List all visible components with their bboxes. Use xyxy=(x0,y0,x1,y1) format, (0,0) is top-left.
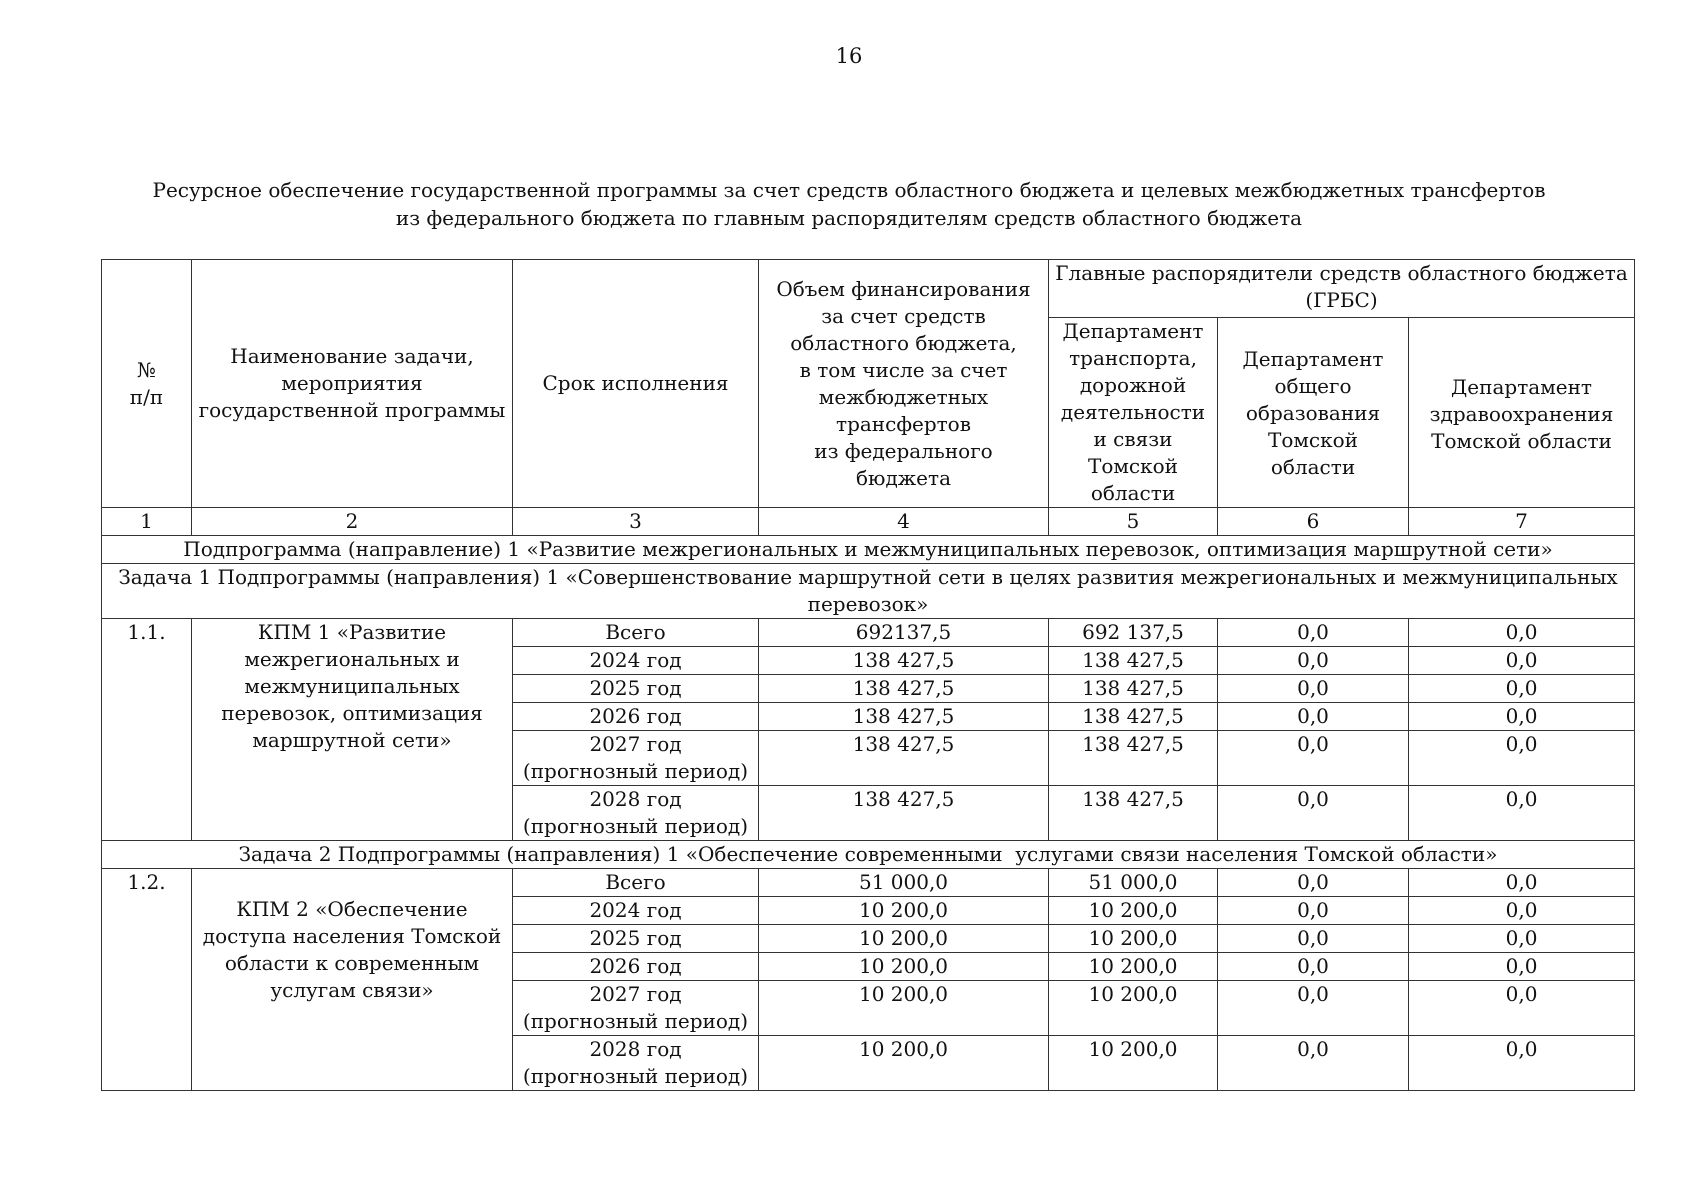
health-cell: 0,0 xyxy=(1409,647,1635,675)
volume-cell: 10 200,0 xyxy=(759,897,1049,925)
task-2-heading: Задача 2 Подпрограммы (направления) 1 «Обеспечение современными услугами связи населения Томской области» xyxy=(102,841,1635,869)
health-cell: 0,0 xyxy=(1409,925,1635,953)
education-cell: 0,0 xyxy=(1218,981,1409,1036)
transport-cell: 138 427,5 xyxy=(1049,786,1218,841)
kpm1-num: 1.1. xyxy=(102,619,192,841)
transport-cell: 10 200,0 xyxy=(1049,925,1218,953)
volume-cell: 10 200,0 xyxy=(759,981,1049,1036)
health-cell: 0,0 xyxy=(1409,731,1635,786)
volume-cell: 10 200,0 xyxy=(759,1036,1049,1091)
kpm2-name: КПМ 2 «Обеспечение доступа населения Томской области к современным услугам связи» xyxy=(192,869,513,1091)
education-cell: 0,0 xyxy=(1218,731,1409,786)
education-cell: 0,0 xyxy=(1218,703,1409,731)
kpm1-name: КПМ 1 «Развитие межрегиональных и межмуниципальных перевозок, оптимизация маршрутной сети» xyxy=(192,619,513,841)
term-cell: 2025 год xyxy=(513,925,759,953)
header-name: Наименование задачи, мероприятия государственной программы xyxy=(192,260,513,508)
health-cell: 0,0 xyxy=(1409,675,1635,703)
health-cell: 0,0 xyxy=(1409,1036,1635,1091)
term-cell: Всего xyxy=(513,619,759,647)
column-number: 3 xyxy=(513,508,759,536)
volume-cell: 10 200,0 xyxy=(759,953,1049,981)
transport-cell: 10 200,0 xyxy=(1049,1036,1218,1091)
transport-cell: 138 427,5 xyxy=(1049,703,1218,731)
page-number: 16 xyxy=(835,44,863,68)
health-cell: 0,0 xyxy=(1409,897,1635,925)
term-cell: 2027 год (прогнозный период) xyxy=(513,981,759,1036)
volume-cell: 138 427,5 xyxy=(759,647,1049,675)
transport-cell: 138 427,5 xyxy=(1049,731,1218,786)
education-cell: 0,0 xyxy=(1218,925,1409,953)
column-number: 6 xyxy=(1218,508,1409,536)
transport-cell: 138 427,5 xyxy=(1049,647,1218,675)
header-dep-transport: Департамент транспорта, дорожной деятельности и связи Томской области xyxy=(1049,318,1218,508)
education-cell: 0,0 xyxy=(1218,953,1409,981)
column-number: 2 xyxy=(192,508,513,536)
kpm2-num: 1.2. xyxy=(102,869,192,1091)
health-cell: 0,0 xyxy=(1409,703,1635,731)
header-dep-education: Департамент общего образования Томской области xyxy=(1218,318,1409,508)
column-number: 7 xyxy=(1409,508,1635,536)
education-cell: 0,0 xyxy=(1218,1036,1409,1091)
term-cell: 2026 год xyxy=(513,953,759,981)
transport-cell: 692 137,5 xyxy=(1049,619,1218,647)
term-cell: 2027 год (прогнозный период) xyxy=(513,731,759,786)
table-row xyxy=(102,619,1635,647)
document-title xyxy=(0,176,1698,232)
education-cell: 0,0 xyxy=(1218,786,1409,841)
education-cell: 0,0 xyxy=(1218,619,1409,647)
volume-cell: 10 200,0 xyxy=(759,925,1049,953)
term-cell: 2028 год (прогнозный период) xyxy=(513,786,759,841)
term-cell: 2024 год xyxy=(513,897,759,925)
education-cell: 0,0 xyxy=(1218,869,1409,897)
term-cell: 2028 год (прогнозный период) xyxy=(513,1036,759,1091)
education-cell: 0,0 xyxy=(1218,897,1409,925)
header-term: Срок исполнения xyxy=(513,260,759,508)
header-dep-health: Департамент здравоохранения Томской области xyxy=(1409,318,1635,508)
volume-cell: 692137,5 xyxy=(759,619,1049,647)
education-cell: 0,0 xyxy=(1218,647,1409,675)
table-row xyxy=(102,869,1635,897)
health-cell: 0,0 xyxy=(1409,869,1635,897)
volume-cell: 138 427,5 xyxy=(759,703,1049,731)
term-cell: 2024 год xyxy=(513,647,759,675)
subprogram-heading: Подпрограмма (направление) 1 «Развитие межрегиональных и межмуниципальных перевозок, оптимизация маршрутной сети» xyxy=(102,536,1635,564)
task-1-heading: Задача 1 Подпрограммы (направления) 1 «Совершенствование маршрутной сети в целях развития межрегиональных и межмуниципальных перевозок» xyxy=(102,564,1635,619)
volume-cell: 138 427,5 xyxy=(759,675,1049,703)
column-number: 4 xyxy=(759,508,1049,536)
title-line-1: Ресурсное обеспечение государственной программы за счет средств областного бюджета и целевых межбюджетных трансфертов xyxy=(152,178,1546,202)
transport-cell: 138 427,5 xyxy=(1049,675,1218,703)
health-cell: 0,0 xyxy=(1409,981,1635,1036)
resource-table xyxy=(101,259,1635,1091)
transport-cell: 51 000,0 xyxy=(1049,869,1218,897)
health-cell: 0,0 xyxy=(1409,786,1635,841)
header-num: № п/п xyxy=(102,260,192,508)
transport-cell: 10 200,0 xyxy=(1049,953,1218,981)
column-number: 1 xyxy=(102,508,192,536)
transport-cell: 10 200,0 xyxy=(1049,897,1218,925)
term-cell: 2025 год xyxy=(513,675,759,703)
header-volume: Объем финансирования за счет средств областного бюджета, в том числе за счет межбюджетных трансфертов из федерального бюджета xyxy=(759,260,1049,508)
health-cell: 0,0 xyxy=(1409,619,1635,647)
title-line-2: из федерального бюджета по главным распорядителям средств областного бюджета xyxy=(395,206,1303,230)
header-grbs: Главные распорядители средств областного бюджета (ГРБС) xyxy=(1049,260,1635,318)
volume-cell: 138 427,5 xyxy=(759,731,1049,786)
volume-cell: 138 427,5 xyxy=(759,786,1049,841)
volume-cell: 51 000,0 xyxy=(759,869,1049,897)
term-cell: 2026 год xyxy=(513,703,759,731)
health-cell: 0,0 xyxy=(1409,953,1635,981)
education-cell: 0,0 xyxy=(1218,675,1409,703)
term-cell: Всего xyxy=(513,869,759,897)
transport-cell: 10 200,0 xyxy=(1049,981,1218,1036)
column-numbers-row xyxy=(102,508,1635,536)
column-number: 5 xyxy=(1049,508,1218,536)
